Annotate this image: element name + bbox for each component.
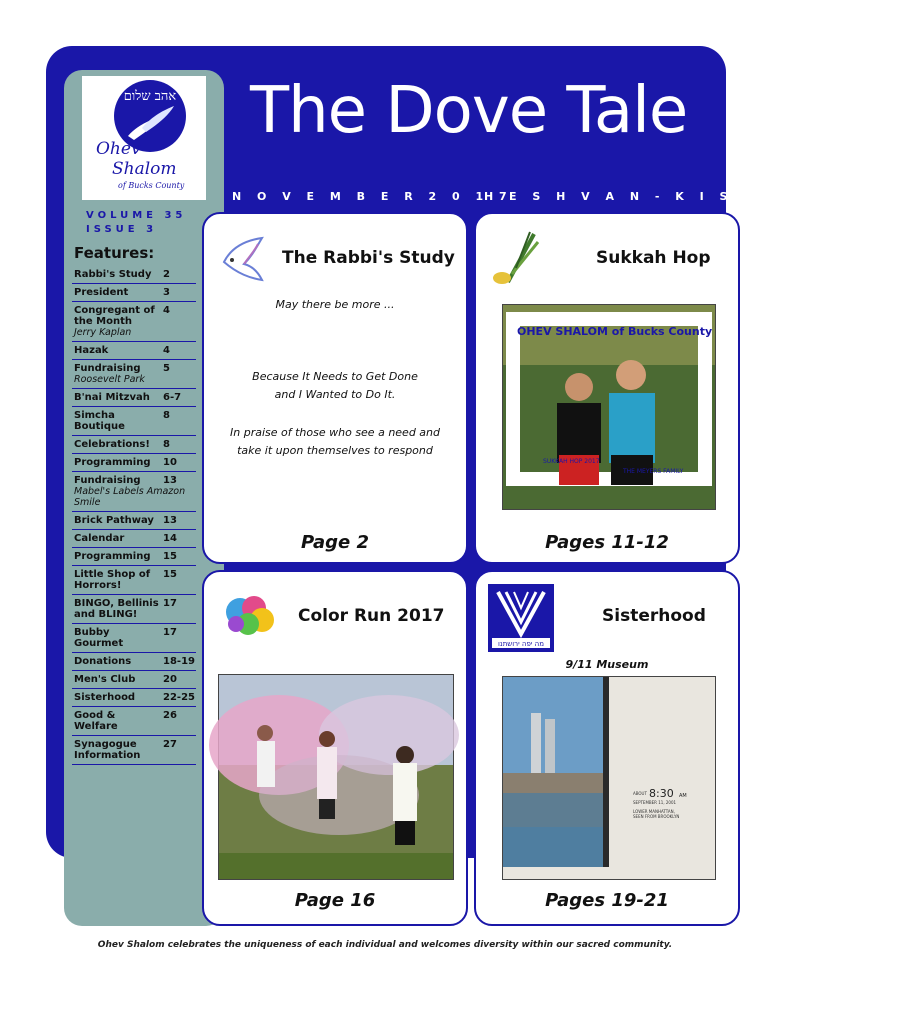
panel-sukkah-hop[interactable]: [474, 212, 740, 564]
rabbi-title: The Rabbi's Study: [282, 248, 455, 268]
dove-icon: [218, 232, 270, 288]
panel-sisterhood[interactable]: [474, 570, 740, 926]
museum-date: SEPTEMBER 11, 2001: [633, 800, 677, 805]
colorrun-photo: [218, 674, 454, 880]
toc-label: B'nai Mitzvah: [74, 392, 150, 403]
toc-page: 17: [163, 598, 177, 609]
toc-label: Programming: [74, 551, 151, 562]
lulav-etrog-icon: [490, 228, 548, 288]
toc-page: 8: [163, 410, 170, 421]
toc-page: 14: [163, 533, 177, 544]
toc-sublabel: Jerry Kaplan: [74, 327, 132, 338]
toc-label: Brick Pathway: [74, 515, 154, 526]
toc-label: Bubby Gourmet: [74, 627, 124, 649]
toc-page: 8: [163, 439, 170, 450]
toc-row[interactable]: [72, 671, 196, 689]
features-heading: Features:: [74, 244, 155, 262]
rabbi-line4: In praise of those who see a need and: [230, 426, 440, 439]
toc-page: 18-19: [163, 656, 195, 667]
toc-page: 13: [163, 515, 177, 526]
toc-row[interactable]: [72, 472, 196, 512]
toc-page: 15: [163, 551, 177, 562]
toc-page: 17: [163, 627, 177, 638]
toc-label: BINGO, Bellinis and BLING!: [74, 598, 159, 620]
toc-row[interactable]: [72, 689, 196, 707]
museum-cap1: LOWER MANHATTAN,: [633, 809, 675, 814]
sukkah-photo: [502, 304, 716, 510]
toc-label: Sisterhood: [74, 692, 136, 703]
newsletter-title: The Dove Tale: [250, 74, 688, 148]
toc-page: 27: [163, 739, 177, 750]
museum-cap2: SEEN FROM BROOKLYN: [633, 814, 680, 819]
toc-label: Congregant of the Month: [74, 305, 155, 327]
toc-label: Good & Welfare: [74, 710, 118, 732]
issue-label: ISSUE 3: [86, 224, 158, 235]
toc-row[interactable]: [72, 566, 196, 595]
volume-label: VOLUME 35: [86, 210, 187, 221]
color-splash-icon: [220, 590, 280, 640]
toc-page: 4: [163, 305, 170, 316]
logo-line3: of Bucks County: [118, 181, 185, 190]
features-list: [72, 266, 196, 765]
museum-time: 8:30: [649, 787, 674, 800]
frame-text: OHEV SHALOM of Bucks County: [517, 325, 713, 338]
panel-rabbis-study[interactable]: [202, 212, 468, 564]
sukkah-page: Pages 11-12: [545, 532, 669, 553]
toc-page: 5: [163, 363, 170, 374]
logo-line1: Ohev: [96, 139, 141, 159]
toc-row[interactable]: [72, 624, 196, 653]
frame-sub2: THE MEYERS FAMILY: [623, 468, 684, 475]
toc-page: 10: [163, 457, 177, 468]
sisterhood-title: Sisterhood: [602, 606, 706, 626]
toc-row[interactable]: [72, 360, 196, 389]
sisterhood-subtitle: 9/11 Museum: [565, 658, 649, 671]
sisterhood-logo: [488, 584, 554, 652]
toc-sublabel: Roosevelt Park: [74, 374, 145, 385]
frame-sub1: SUKKAH HOP 2017: [543, 458, 600, 465]
toc-page: 15: [163, 569, 177, 580]
toc-label: Fundraising: [74, 475, 141, 486]
toc-page: 3: [163, 287, 170, 298]
issue-month: N O V E M B E R 2 0 1 7: [232, 190, 513, 203]
toc-row[interactable]: [72, 512, 196, 530]
panel-color-run[interactable]: [202, 570, 468, 926]
toc-row[interactable]: [72, 653, 196, 671]
toc-page: 20: [163, 674, 177, 685]
toc-row[interactable]: [72, 436, 196, 454]
ohev-shalom-logo: [82, 76, 206, 200]
toc-page: 13: [163, 475, 177, 486]
rabbi-line2: Because It Needs to Get Done: [252, 370, 418, 383]
toc-label: Fundraising: [74, 363, 141, 374]
museum-time-label: ABOUT: [633, 791, 647, 796]
toc-page: 2: [163, 269, 170, 280]
toc-row[interactable]: [72, 736, 196, 765]
toc-label: Little Shop of Horrors!: [74, 569, 151, 591]
toc-label: Calendar: [74, 533, 125, 544]
toc-row[interactable]: [72, 302, 196, 342]
logo-line2: Shalom: [112, 159, 177, 179]
toc-label: Hazak: [74, 345, 109, 356]
hebrew-months: H E S H V A N - K I S L E V 5 7 7 8: [484, 190, 898, 203]
toc-row[interactable]: [72, 389, 196, 407]
toc-label: President: [74, 287, 129, 298]
toc-label: Programming: [74, 457, 151, 468]
toc-row[interactable]: [72, 342, 196, 360]
rabbi-line1: May there be more ...: [275, 298, 395, 311]
museum-photo: [502, 676, 716, 880]
toc-row[interactable]: [72, 284, 196, 302]
toc-row[interactable]: [72, 530, 196, 548]
toc-label: Celebrations!: [74, 439, 150, 450]
toc-label: Rabbi's Study: [74, 269, 152, 280]
toc-row[interactable]: [72, 454, 196, 472]
toc-page: 22-25: [163, 692, 195, 703]
toc-label: Synagogue Information: [74, 739, 141, 761]
rabbi-page: Page 2: [300, 532, 370, 553]
museum-ampm: AM: [679, 793, 687, 799]
footer-tagline: Ohev Shalom celebrates the uniqueness of each individual and welcomes diversity within our sacred community.: [97, 940, 673, 950]
toc-row[interactable]: [72, 407, 196, 436]
toc-row[interactable]: [72, 595, 196, 624]
rabbi-line3: and I Wanted to Do It.: [274, 388, 396, 401]
toc-label: Donations: [74, 656, 132, 667]
toc-page: 4: [163, 345, 170, 356]
toc-page: 26: [163, 710, 177, 721]
logo-hebrew: אהב שלום: [123, 89, 177, 104]
toc-label: Men's Club: [74, 674, 136, 685]
toc-label: Simcha Boutique: [74, 410, 125, 432]
rabbi-line5: take it upon themselves to respond: [237, 444, 433, 457]
sukkah-title: Sukkah Hop: [596, 248, 711, 268]
toc-row[interactable]: [72, 707, 196, 736]
colorrun-page: Page 16: [294, 890, 376, 911]
toc-row[interactable]: [72, 266, 196, 284]
toc-page: 6-7: [163, 392, 182, 403]
sisterhood-logo-hebrew: מה יפה ירושתנו: [498, 640, 544, 648]
toc-row[interactable]: [72, 548, 196, 566]
sisterhood-page: Pages 19-21: [545, 890, 669, 911]
toc-sublabel: Mabel's Labels Amazon Smile: [74, 486, 186, 508]
colorrun-title: Color Run 2017: [298, 606, 445, 626]
logo: [82, 76, 206, 200]
